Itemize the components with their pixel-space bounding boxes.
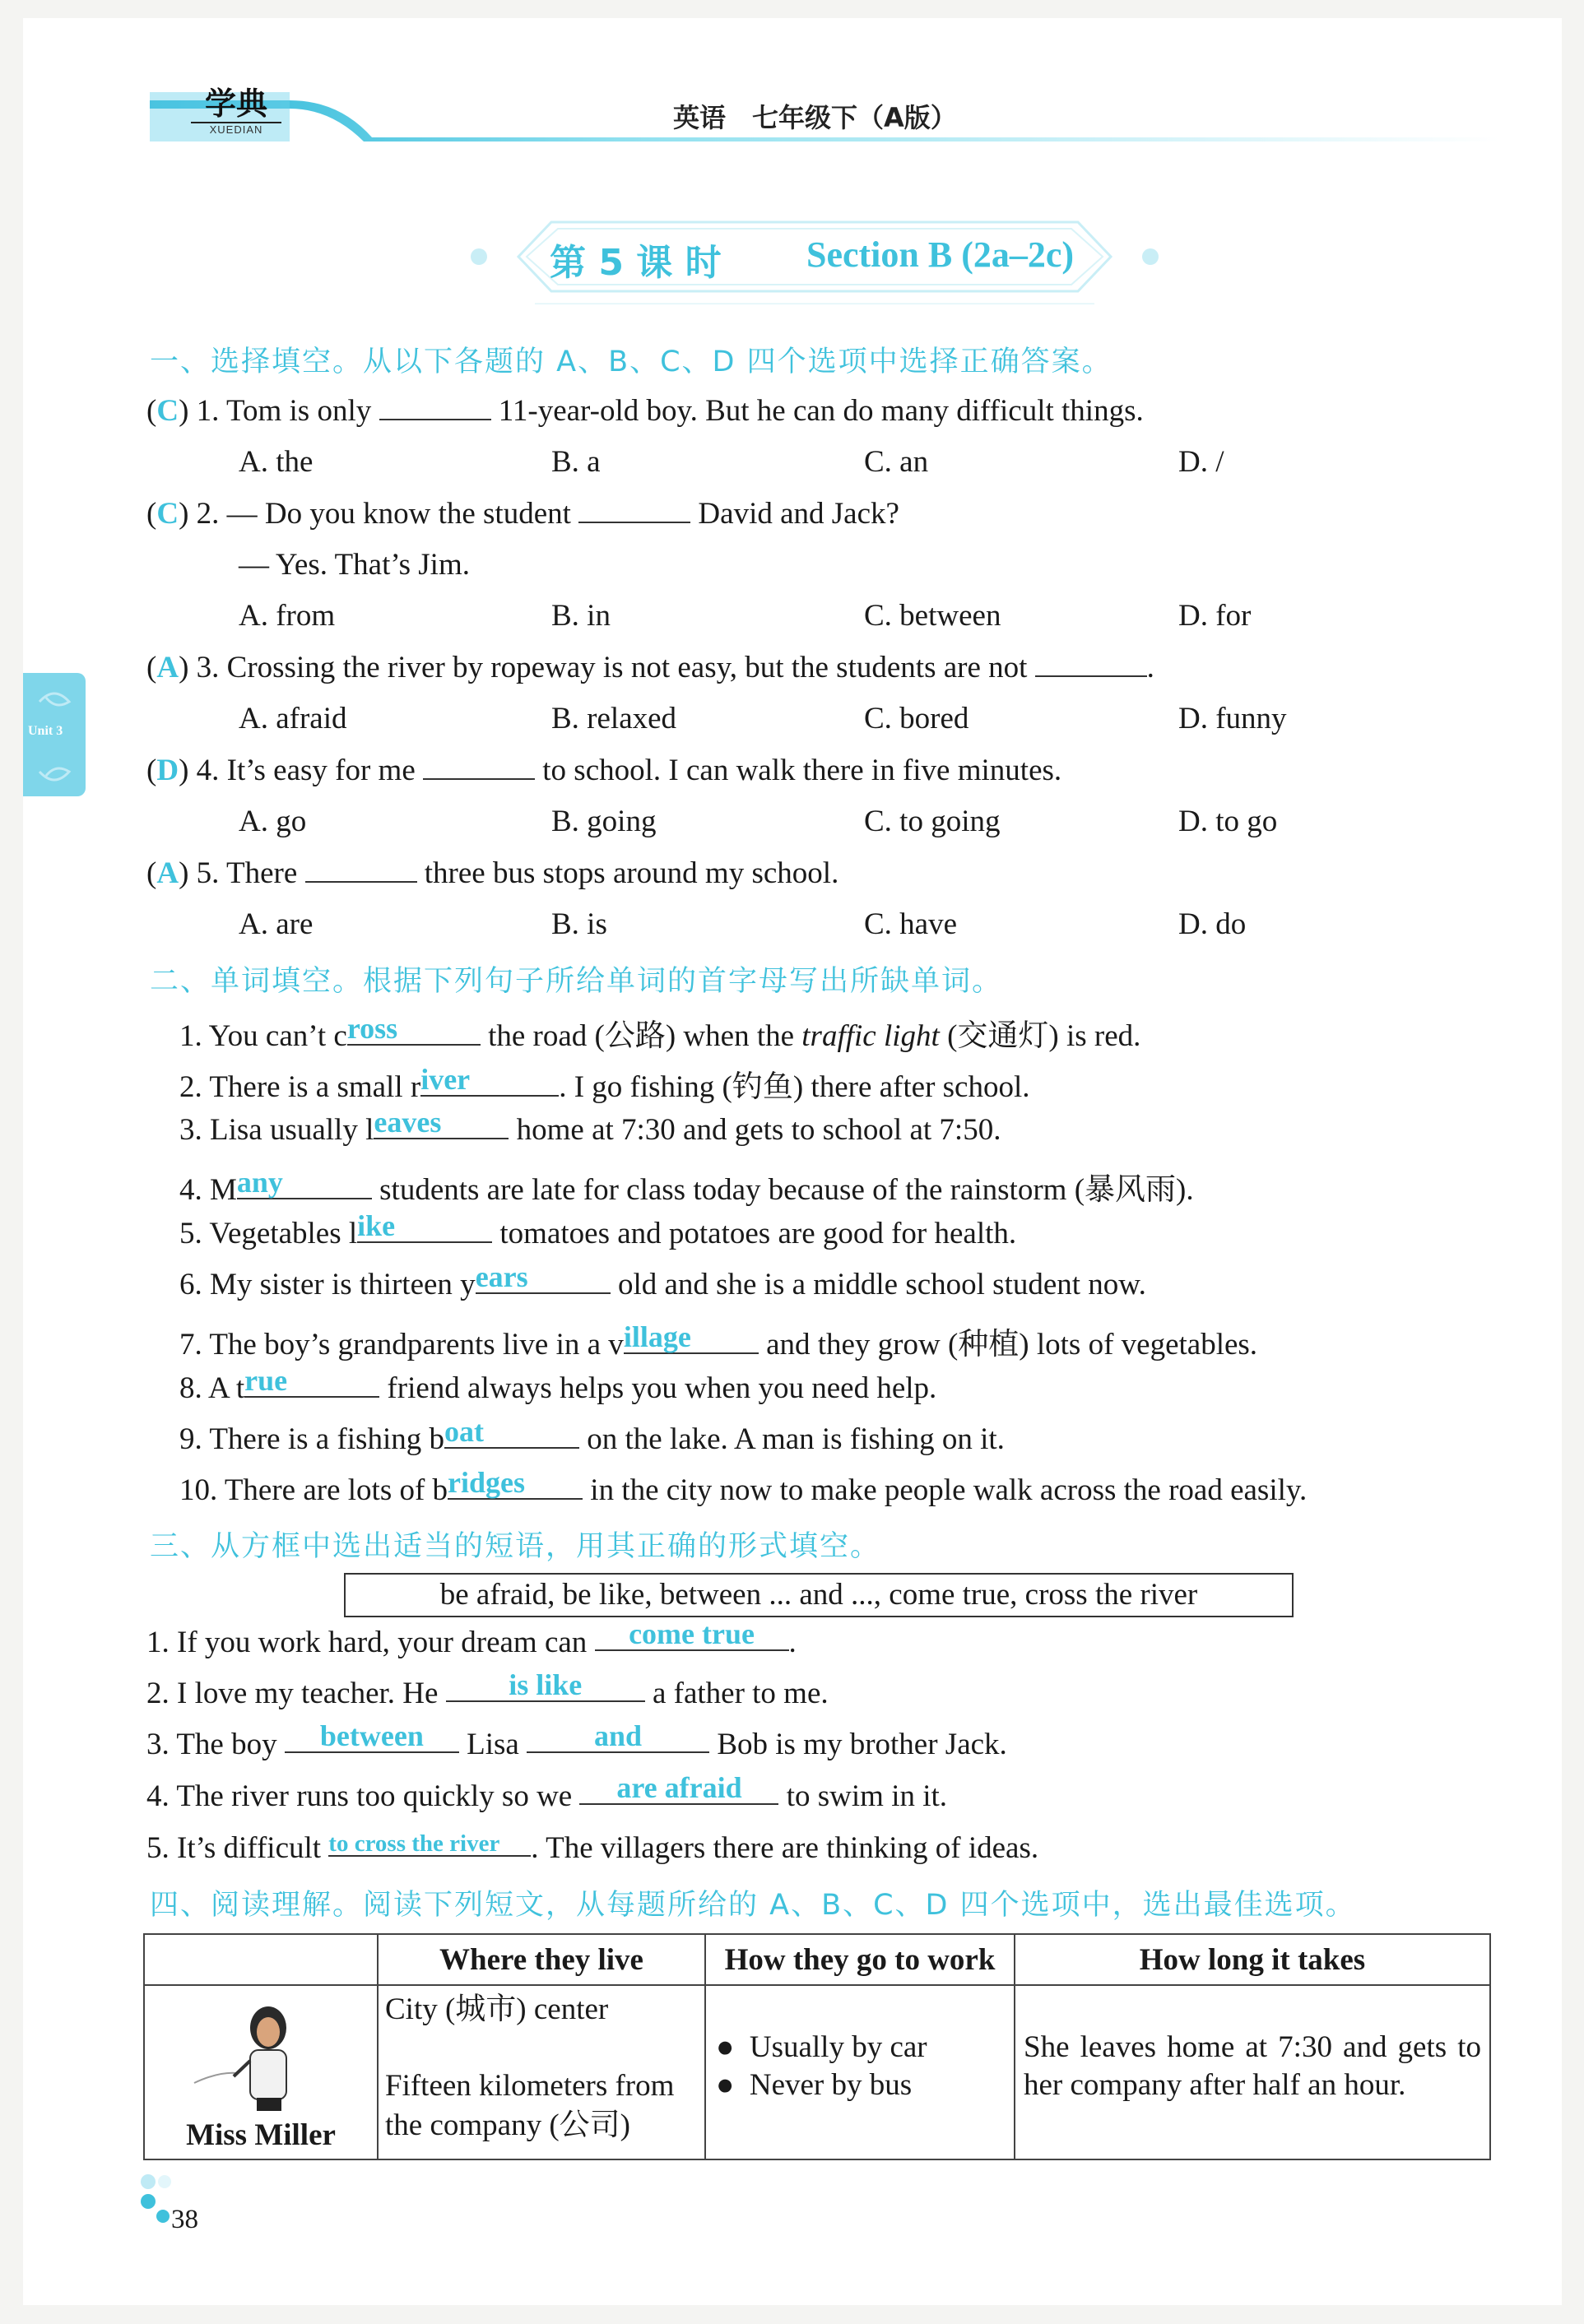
phrase-fill-2 — [146, 1668, 829, 1711]
mcq-1-num: 1. — [196, 394, 220, 428]
word-fill-4 — [179, 1164, 1194, 1208]
word-fill-5-prefix: 5. Vegetables l — [179, 1217, 358, 1250]
word-fill-8-text: friend always helps you when you need help. — [387, 1371, 937, 1405]
mcq-1-stem-b: 11-year-old boy. But he can do many difficult things. — [498, 394, 1144, 428]
mcq-5: (A) 5. There three bus stops around my school. — [146, 856, 839, 890]
section2-heading: 二、单词填空。根据下列句子所给单词的首字母写出所缺单词。 — [150, 965, 1003, 998]
phrase-fill-5 — [146, 1830, 1038, 1866]
phrase-fill-1-prefix: 1. If you work hard, your dream can — [146, 1626, 588, 1659]
mcq-1-blank — [379, 415, 491, 420]
phrase-fill-4 — [146, 1771, 948, 1814]
phrase-fill-2-prefix: 2. I love my teacher. He — [146, 1677, 439, 1710]
mcq-4-answer: D — [156, 754, 179, 787]
word-fill-7-prefix: 7. The boy’s grandparents live in a v — [179, 1328, 624, 1361]
phrase-box-text: be afraid, be like, between ... and ..., come true, cross the river — [439, 1578, 1198, 1612]
phrase-fill-4-answer: are afraid — [616, 1771, 742, 1804]
word-fill-3-text: home at 7:30 and gets to school at 7:50. — [516, 1113, 1001, 1147]
word-fill-10 — [179, 1466, 1308, 1508]
time-cell — [1015, 1985, 1490, 2159]
word-fill-1-text2: (交通灯) is red. — [939, 1019, 1141, 1053]
mcq-4-stem-b: to school. I can walk there in five minutes. — [542, 754, 1062, 787]
mcq-4-option-d[interactable]: D. to go — [1178, 805, 1278, 838]
live-line1: City (城市) center — [385, 1992, 609, 2026]
word-fill-7-answer: illage — [623, 1320, 691, 1353]
word-fill-9-prefix: 9. There is a fishing b — [179, 1422, 444, 1456]
woman-illustration-icon — [145, 1991, 375, 2114]
mcq-4-stem-a: It’s easy for me — [226, 754, 416, 787]
mcq-1-option-c[interactable]: C. an — [864, 445, 929, 479]
book-title: 英语 七年级下（A版） — [673, 102, 957, 133]
mcq-4-blank — [423, 775, 535, 780]
word-fill-9-answer: oat — [444, 1415, 484, 1448]
word-fill-10-answer: ridges — [448, 1466, 526, 1499]
phrase-fill-3 — [146, 1719, 1007, 1762]
word-fill-9-text: on the lake. A man is fishing on it. — [587, 1422, 1005, 1456]
phrase-fill-3-suffix: Bob is my brother Jack. — [717, 1728, 1007, 1761]
word-fill-3-prefix: 3. Lisa usually l — [179, 1113, 374, 1147]
lesson-title-en: Section B (2a–2c) — [806, 234, 1075, 275]
reading-table-header-empty — [144, 1934, 378, 1985]
mcq-3-blank — [1035, 672, 1147, 677]
mcq-4-num: 4. — [196, 754, 220, 787]
word-fill-6-answer: ears — [475, 1260, 528, 1293]
word-fill-1-text: the road (公路) when the — [488, 1019, 802, 1053]
mcq-4-option-b[interactable]: B. going — [551, 805, 657, 838]
mcq-2-option-b[interactable]: B. in — [551, 599, 611, 633]
word-fill-4-text: students are late for class today because of the rainstorm (暴风雨). — [379, 1173, 1194, 1207]
mcq-3-stem-b: . — [1146, 651, 1154, 684]
word-fill-1 — [179, 1010, 1140, 1055]
phrase-fill-2-answer: is like — [509, 1668, 583, 1701]
reading-table-header-live: Where they live — [378, 1934, 705, 1985]
word-fill-9 — [179, 1415, 1005, 1457]
mcq-5-stem-b: three bus stops around my school. — [424, 856, 839, 890]
mcq-2-option-d[interactable]: D. for — [1178, 599, 1252, 633]
reading-table-header-work: How they go to work — [705, 1934, 1015, 1985]
mcq-3-option-a[interactable]: A. afraid — [239, 702, 347, 735]
work-item-2-text: Never by bus — [749, 2068, 913, 2102]
phrase-fill-5-prefix: 5. It’s difficult — [146, 1831, 322, 1865]
mcq-2-stem-b: David and Jack? — [698, 497, 899, 531]
bullet-icon: ● — [716, 2068, 750, 2102]
mcq-5-blank — [305, 878, 417, 883]
word-fill-8 — [179, 1364, 937, 1406]
word-fill-8-prefix: 8. A t — [179, 1371, 245, 1405]
mcq-1-option-b[interactable]: B. a — [551, 445, 601, 479]
reading-table — [143, 1933, 1491, 2160]
reading-table-header-time: How long it takes — [1015, 1934, 1490, 1985]
mcq-3-option-c[interactable]: C. bored — [864, 702, 969, 735]
mcq-4-option-a[interactable]: A. go — [239, 805, 307, 838]
page-number: 38 — [171, 2205, 198, 2234]
word-fill-3-answer: eaves — [374, 1106, 442, 1139]
phrase-fill-1-suffix: . — [788, 1626, 797, 1659]
phrase-fill-4-suffix: to swim in it. — [786, 1779, 948, 1813]
word-fill-4-answer: any — [236, 1166, 283, 1199]
mcq-1-answer: C — [156, 394, 179, 428]
phrase-fill-1-answer: come true — [629, 1617, 755, 1650]
word-fill-5-answer: ike — [357, 1209, 396, 1242]
mcq-2: (C) 2. — Do you know the student David and Jack? — [146, 497, 899, 531]
reading-table-header-row — [144, 1934, 1490, 1985]
word-fill-1-prefix: 1. You can’t c — [179, 1019, 347, 1053]
word-fill-5-text: tomatoes and potatoes are good for health. — [499, 1217, 1017, 1250]
logo-en: XUEDIAN — [191, 122, 281, 136]
section1-heading: 一、选择填空。从以下各题的 A、B、C、D 四个选项中选择正确答案。 — [150, 346, 1113, 378]
phrase-box — [344, 1573, 1294, 1617]
word-fill-8-answer: rue — [244, 1364, 288, 1397]
mcq-5-num: 5. — [196, 856, 220, 890]
side-tab — [23, 673, 86, 796]
mcq-1-stem-a: Tom is only — [225, 394, 372, 428]
mcq-1-option-d[interactable]: D. / — [1178, 445, 1224, 479]
side-tab-swirl-icon — [23, 673, 86, 796]
phrase-fill-3-answer2: and — [594, 1719, 643, 1752]
mcq-1-option-a[interactable]: A. the — [239, 445, 314, 479]
mcq-5-answer: A — [156, 856, 179, 890]
section4-heading: 四、阅读理解。阅读下列短文，从每题所给的 A、B、C、D 四个选项中，选出最佳选项。 — [150, 1889, 1356, 1922]
word-fill-10-text: in the city now to make people walk across the road easily. — [590, 1473, 1308, 1507]
phrase-fill-5-suffix: . The villagers there are thinking of ideas. — [531, 1831, 1039, 1865]
mcq-3-answer: A — [156, 651, 179, 684]
phrase-fill-3-prefix: 3. The boy — [146, 1728, 277, 1761]
mcq-4: (D) 4. It’s easy for me to school. I can walk there in five minutes. — [146, 754, 1062, 787]
mcq-3-stem-a: Crossing the river by ropeway is not easy, but the students are not — [226, 651, 1028, 684]
reading-table-row — [144, 1985, 1490, 2159]
word-fill-5 — [179, 1209, 1017, 1251]
mcq-5-option-d[interactable]: D. do — [1178, 907, 1247, 941]
word-fill-6-text: old and she is a middle school student now. — [617, 1268, 1146, 1301]
time-text: She leaves home at 7:30 and gets to her company after half an hour. — [1024, 2030, 1481, 2102]
person-name: Miss Miller — [186, 2118, 336, 2152]
lesson-title-cn: 第 5 课 时 — [550, 242, 722, 284]
word-fill-7 — [179, 1319, 1257, 1363]
word-fill-7-text: and they grow (种植) lots of vegetables. — [766, 1328, 1258, 1361]
mcq-4-option-c[interactable]: C. to going — [864, 805, 1001, 838]
word-fill-6-prefix: 6. My sister is thirteen y — [179, 1268, 476, 1301]
section3-heading: 三、从方框中选出适当的短语，用其正确的形式填空。 — [150, 1530, 881, 1563]
mcq-2-num: 2. — [196, 497, 220, 531]
mcq-3: (A) 3. Crossing the river by ropeway is not easy, but the students are not . — [146, 651, 1154, 684]
logo-cn: 学典 — [204, 85, 267, 122]
phrase-fill-1 — [146, 1617, 797, 1660]
phrase-fill-4-prefix: 4. The river runs too quickly so we — [146, 1779, 573, 1813]
mcq-2-answer: C — [156, 497, 179, 531]
mcq-3-option-b[interactable]: B. relaxed — [551, 702, 677, 735]
word-fill-1-answer: ross — [346, 1012, 398, 1045]
mcq-5-option-c[interactable]: C. have — [864, 907, 958, 941]
mcq-2-option-a[interactable]: A. from — [239, 599, 336, 633]
mcq-5-option-a[interactable]: A. are — [239, 907, 314, 941]
word-fill-4-prefix: 4. M — [179, 1173, 237, 1207]
work-item-1-text: Usually by car — [749, 2030, 927, 2064]
logo — [191, 86, 281, 143]
word-fill-10-prefix: 10. There are lots of b — [179, 1473, 448, 1507]
live-cell — [378, 1985, 705, 2159]
side-tab-label: Unit 3 — [28, 724, 63, 738]
mcq-2-blank — [578, 518, 690, 523]
live-line2: Fifteen kilometers from the company (公司) — [385, 2069, 675, 2142]
mcq-5-option-b[interactable]: B. is — [551, 907, 607, 941]
mcq-3-option-d[interactable]: D. funny — [1178, 702, 1287, 735]
mcq-5-stem-a: There — [225, 856, 298, 890]
word-fill-2 — [179, 1061, 1030, 1106]
mcq-1: (C) 1. Tom is only 11-year-old boy. But he can do many difficult things. — [146, 394, 1144, 428]
word-fill-1-italic: traffic light — [801, 1019, 940, 1053]
mcq-2-option-c[interactable]: C. between — [864, 599, 1001, 633]
word-fill-6 — [179, 1260, 1146, 1302]
word-fill-2-answer: iver — [420, 1063, 471, 1096]
phrase-fill-3-mid: Lisa — [467, 1728, 519, 1761]
mcq-3-num: 3. — [196, 651, 220, 684]
word-fill-2-prefix: 2. There is a small r — [179, 1070, 421, 1104]
mcq-2-stem-a: — Do you know the student — [226, 497, 571, 531]
work-cell — [705, 1985, 1015, 2159]
phrase-fill-5-answer: to cross the river — [328, 1830, 500, 1857]
bullet-icon: ● — [716, 2030, 750, 2064]
word-fill-2-text: . I go fishing (钓鱼) there after school. — [559, 1070, 1030, 1104]
work-item-1 — [716, 2029, 1007, 2067]
work-item-2 — [716, 2067, 1007, 2104]
word-fill-3 — [179, 1106, 1001, 1148]
mcq-2-line2: — Yes. That’s Jim. — [239, 548, 470, 582]
phrase-fill-2-suffix: a father to me. — [652, 1677, 829, 1710]
live-gap — [385, 2029, 698, 2067]
person-cell — [144, 1985, 378, 2159]
phrase-fill-3-answer: between — [319, 1719, 424, 1752]
